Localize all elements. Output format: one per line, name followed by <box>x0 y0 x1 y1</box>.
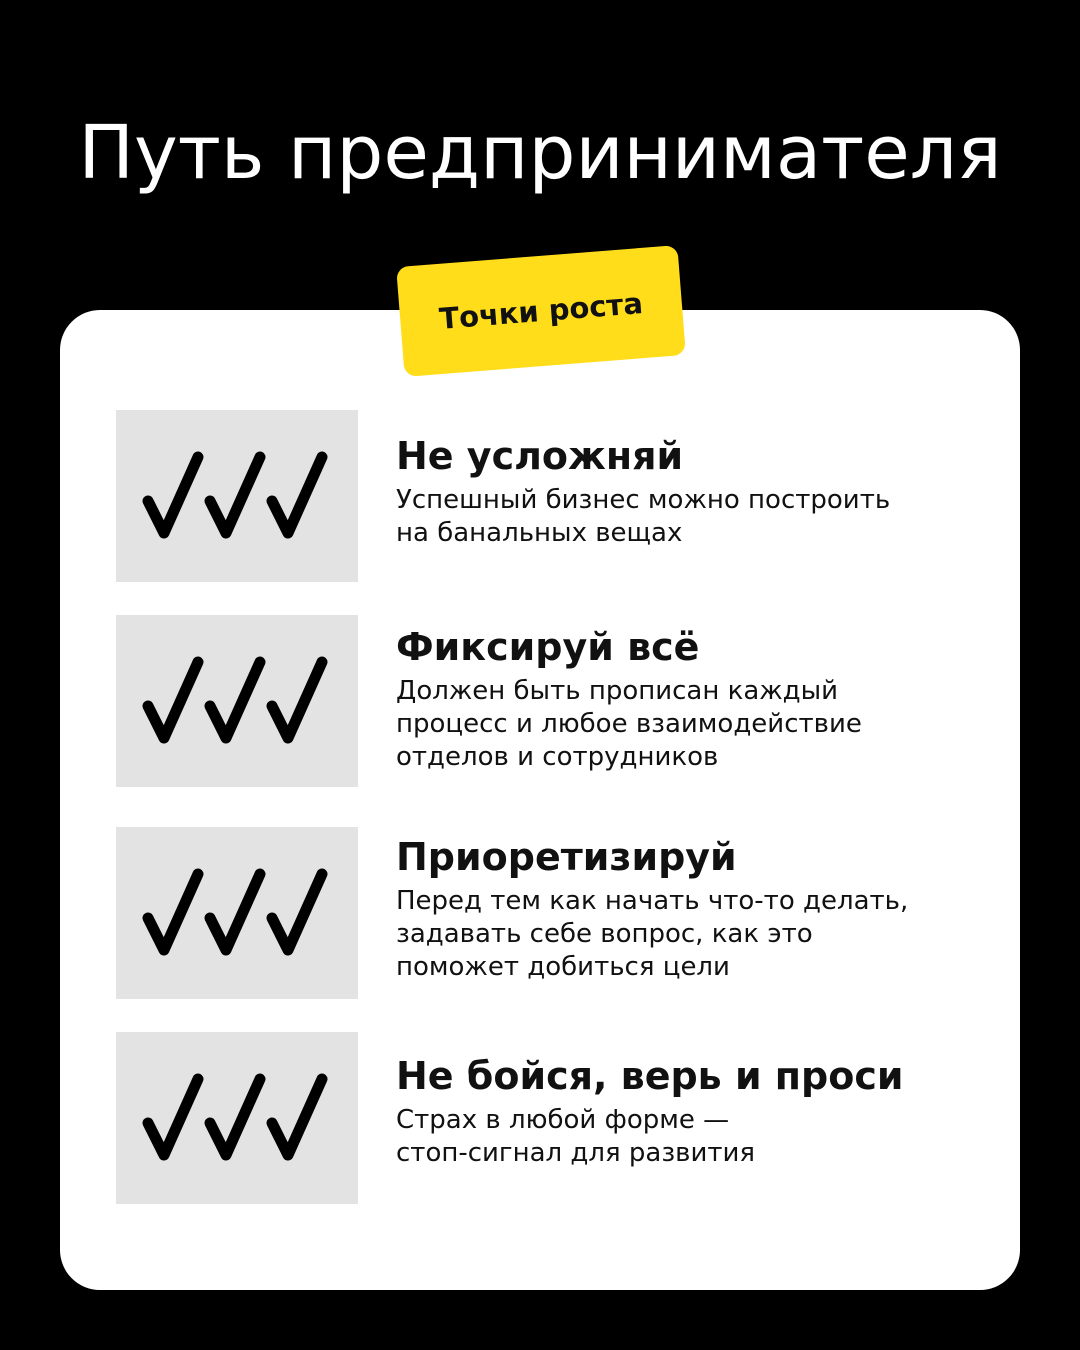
list-item <box>116 1032 996 1204</box>
item-thumbnail <box>116 827 358 999</box>
item-description-line: стоп-сигнал для развития <box>396 1138 756 1168</box>
section-tag-label: Точки роста <box>437 286 645 336</box>
list-item <box>116 410 996 582</box>
triple-checkmark-icon <box>142 868 332 958</box>
item-description <box>396 484 996 550</box>
item-description-line: Должен быть прописан каждый <box>396 676 839 706</box>
item-description-line: отделов и сотрудников <box>396 742 719 772</box>
item-description-line: Перед тем как начать что-то делать, <box>396 886 909 916</box>
item-description-line: поможет добиться цели <box>396 952 730 982</box>
item-text <box>396 1052 996 1170</box>
item-thumbnail <box>116 1032 358 1204</box>
item-description-line: процесс и любое взаимодействие <box>396 709 862 739</box>
triple-checkmark-icon <box>142 1073 332 1163</box>
item-description-line: задавать себе вопрос, как это <box>396 919 813 949</box>
item-title: Не бойся, верь и проси <box>396 1054 904 1098</box>
triple-checkmark-icon <box>142 656 332 746</box>
item-description <box>396 675 996 774</box>
item-description-line: на банальных вещах <box>396 518 683 548</box>
section-tag <box>396 245 686 377</box>
item-thumbnail <box>116 615 358 787</box>
list-item <box>116 827 996 999</box>
item-description <box>396 885 996 984</box>
list-item <box>116 615 996 787</box>
item-text <box>396 432 996 550</box>
item-title: Не усложняй <box>396 434 684 478</box>
item-title: Приоретизируй <box>396 835 737 879</box>
item-thumbnail <box>116 410 358 582</box>
page-title: Путь предпринимателя <box>78 110 1002 196</box>
item-description-line: Страх в любой форме — <box>396 1105 730 1135</box>
item-title: Фиксируй всё <box>396 625 700 669</box>
triple-checkmark-icon <box>142 451 332 541</box>
item-description-line: Успешный бизнес можно построить <box>396 485 891 515</box>
item-text <box>396 623 996 774</box>
item-text <box>396 833 996 984</box>
item-description <box>396 1104 996 1170</box>
